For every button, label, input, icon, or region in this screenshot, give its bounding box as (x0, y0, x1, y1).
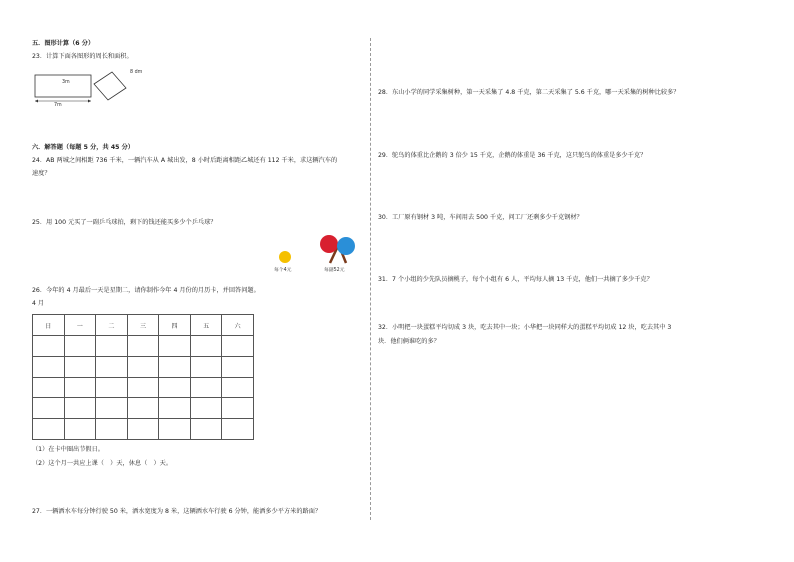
question-24-line-2: 速度？ (32, 170, 51, 177)
calendar-header-fri: 五 (190, 315, 222, 336)
ping-pong-paddles-icon (316, 234, 360, 266)
calendar-header-thu: 四 (159, 315, 191, 336)
section-6-title: 六．解答题（每题 5 分，共 45 分） (32, 144, 134, 151)
question-23: 23．计算下面各图形的周长和面积。 (32, 53, 133, 60)
tilted-square-shape (94, 72, 126, 100)
question-30: 30．工厂原有钢材 3 吨，车间用去 500 千克，问工厂还剩多少千克钢材？ (378, 214, 583, 221)
blue-paddle (337, 237, 355, 255)
ping-pong-ball-icon (278, 250, 292, 264)
calendar-week-row (33, 356, 254, 377)
calendar-header-row (33, 315, 254, 336)
question-26-sub-1: （1）在卡中圈出节假日。 (32, 446, 104, 453)
question-24-line-1: 24．AB 两城之间相距 736 千米，一辆汽车从 A 城出发，8 小时后距离相距乙城还有 112 千米，求这辆汽车的 (32, 157, 338, 164)
calendar-header-wed: 三 (127, 315, 159, 336)
question-26: 26．今年的 4 月最后一天是星期二，请你制作今年 4 月份的月历卡，并回答问题。 (32, 287, 260, 294)
section-5-title: 五．图形计算（6 分） (32, 40, 95, 47)
calendar-week-row (33, 377, 254, 398)
calendar-week-row (33, 398, 254, 419)
calendar-week-row (33, 419, 254, 440)
april-calendar-table (32, 314, 254, 440)
calendar-header-tue: 二 (96, 315, 128, 336)
question-27: 27．一辆洒水车每分钟行驶 50 米，洒水宽度为 8 米，这辆洒水车行驶 6 分钟，能洒多少平方米的路面？ (32, 508, 322, 515)
calendar-header-sun: 日 (33, 315, 65, 336)
rectangle-width-label: 3m (62, 80, 70, 85)
question-26-sub-2: （2）这个月一共应上课（ ）天，休息（ ）天。 (32, 460, 173, 467)
ball-price-caption: 每个4元 (274, 268, 292, 273)
red-paddle (320, 235, 338, 253)
paddle-price-caption: 每副52元 (324, 268, 345, 273)
rectangle-length-label: 7m (54, 103, 62, 108)
rectangle-shape (35, 75, 91, 97)
question-32-line-2: 块．他们俩谁吃的多？ (378, 338, 440, 345)
calendar-month-label: 4 月 (32, 300, 45, 307)
square-side-label: 8 dm (130, 70, 143, 75)
calendar-week-row (33, 336, 254, 357)
question-31: 31．7 个小组的少先队员摘桃子，每个小组有 6 人，平均每人摘 13 千克，他们一共摘了多少千克？ (378, 276, 653, 283)
calendar-header-sat: 六 (222, 315, 254, 336)
question-28: 28．东山小学的同学采集树种，第一天采集了 4.8 千克，第二天采集了 5.6 千克，哪一天采集的树种比较多？ (378, 89, 680, 96)
column-divider (370, 38, 371, 520)
question-29: 29．鸵鸟的体重比企鹅的 3 倍少 15 千克，企鹅的体重是 36 千克，这只鸵鸟的体重是多少千克？ (378, 152, 647, 159)
calendar-header-mon: 一 (64, 315, 96, 336)
question-32-line-1: 32．小明把一块蛋糕平均切成 3 块，吃去其中一块；小华把一块同样大的蛋糕平均切成 12 块，吃去其中 3 (378, 324, 672, 331)
question-25: 25．用 100 元买了一副乒乓球拍，剩下的钱还能买多少个乒乓球？ (32, 219, 217, 226)
